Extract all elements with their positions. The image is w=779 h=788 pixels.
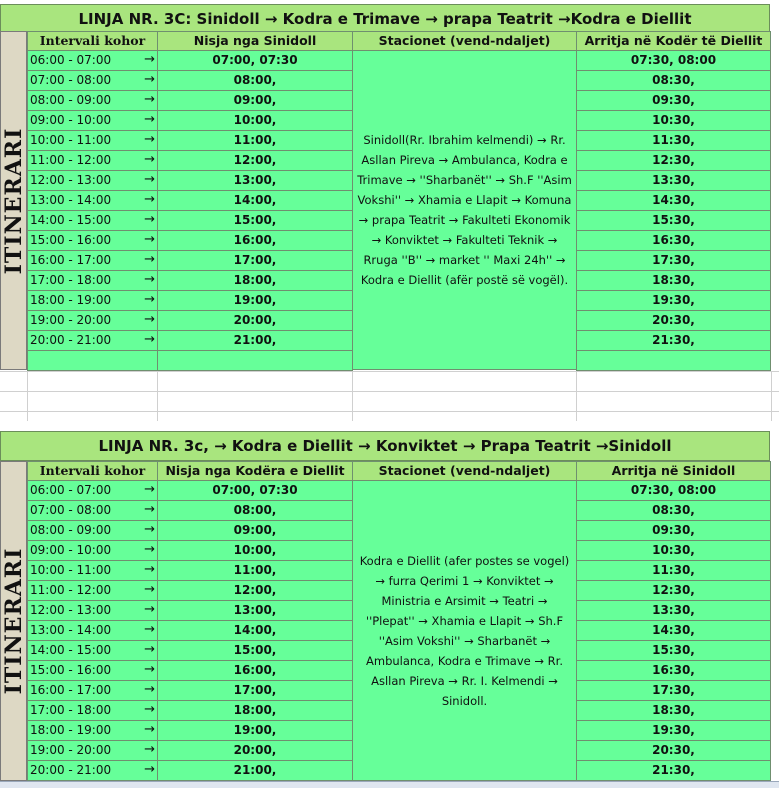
- right-arrow-icon: →: [144, 482, 155, 497]
- arrival-cell: 13:30,: [576, 170, 771, 191]
- arrival-cell: 11:30,: [576, 560, 771, 581]
- table2-title: LINJA NR. 3c, → Kodra e Diellit → Konviktet → Prapa Teatrit →Sinidoll: [0, 431, 770, 461]
- table1-side-label: [0, 31, 27, 370]
- right-arrow-icon: →: [144, 292, 155, 307]
- arrival-cell: 09:30,: [576, 90, 771, 111]
- departure-cell: 19:00,: [157, 290, 353, 311]
- interval-text: 06:00 - 07:00: [30, 53, 112, 67]
- interval-text: 17:00 - 18:00: [30, 273, 112, 287]
- right-arrow-icon: →: [144, 682, 155, 697]
- right-arrow-icon: →: [144, 332, 155, 347]
- arrival-cell: 08:30,: [576, 500, 771, 521]
- arrival-cell: 21:30,: [576, 330, 771, 351]
- interval-cell: [27, 640, 158, 661]
- interval-text: 14:00 - 15:00: [30, 213, 112, 227]
- interval-cell: [27, 740, 158, 761]
- interval-cell: [27, 720, 158, 741]
- departure-cell: 20:00,: [157, 310, 353, 331]
- departure-cell: 12:00,: [157, 150, 353, 171]
- right-arrow-icon: →: [144, 562, 155, 577]
- table1-side-label-text: ITINERARI: [0, 127, 27, 274]
- interval-text: 08:00 - 09:00: [30, 523, 112, 537]
- arrival-cell: 15:30,: [576, 640, 771, 661]
- table2-stations: Kodra e Diellit (afer postes se vogel) → furra Qerimi 1 → Konviktet → Ministria e Arsimit → Teatri → ''Plepat'' → Xhamia e Llapit → Sh.F ''Asim Vokshi'' → Sharbanët → Ambulanca, Kodra e Trimave → Rr. Asllan Pireva → Rr. I. Kelmendi → Sinidoll.: [352, 480, 577, 781]
- right-arrow-icon: →: [144, 72, 155, 87]
- arrival-cell: 18:30,: [576, 270, 771, 291]
- interval-cell: [27, 110, 158, 131]
- interval-cell: [27, 290, 158, 311]
- interval-cell: [27, 130, 158, 151]
- right-arrow-icon: →: [144, 602, 155, 617]
- right-arrow-icon: →: [144, 582, 155, 597]
- departure-cell: 08:00,: [157, 500, 353, 521]
- arrival-cell: 18:30,: [576, 700, 771, 721]
- interval-text: 12:00 - 13:00: [30, 603, 112, 617]
- interval-cell: [27, 150, 158, 171]
- departure-cell: 21:00,: [157, 760, 353, 781]
- right-arrow-icon: →: [144, 622, 155, 637]
- departure-cell: 19:00,: [157, 720, 353, 741]
- interval-cell: [27, 520, 158, 541]
- departure-cell: 17:00,: [157, 680, 353, 701]
- departure-cell: 14:00,: [157, 620, 353, 641]
- departure-cell: 16:00,: [157, 230, 353, 251]
- interval-text: 18:00 - 19:00: [30, 723, 112, 737]
- interval-cell: [27, 660, 158, 681]
- interval-cell: [27, 170, 158, 191]
- interval-text: 15:00 - 16:00: [30, 233, 112, 247]
- right-arrow-icon: →: [144, 642, 155, 657]
- right-arrow-icon: →: [144, 52, 155, 67]
- arrival-cell: 17:30,: [576, 250, 771, 271]
- interval-text: 17:00 - 18:00: [30, 703, 112, 717]
- arrival-cell: 12:30,: [576, 580, 771, 601]
- right-arrow-icon: →: [144, 92, 155, 107]
- right-arrow-icon: →: [144, 312, 155, 327]
- departure-cell: 17:00,: [157, 250, 353, 271]
- interval-text: 07:00 - 08:00: [30, 73, 112, 87]
- interval-cell: [27, 480, 158, 501]
- interval-cell: [27, 580, 158, 601]
- table1-title: LINJA NR. 3C: Sinidoll → Kodra e Trimave → prapa Teatrit →Kodra e Diellit: [0, 4, 770, 34]
- interval-text: 19:00 - 20:00: [30, 743, 112, 757]
- arrival-cell: 21:30,: [576, 760, 771, 781]
- table2-header-departure: Nisja nga Kodëra e Diellit: [157, 461, 353, 481]
- interval-cell: [27, 700, 158, 721]
- departure-cell: 11:00,: [157, 130, 353, 151]
- departure-cell: 18:00,: [157, 270, 353, 291]
- table2-side-label: [0, 461, 27, 781]
- interval-text: 20:00 - 21:00: [30, 333, 112, 347]
- interval-cell: [27, 90, 158, 111]
- interval-text: 20:00 - 21:00: [30, 763, 112, 777]
- departure-cell: 10:00,: [157, 110, 353, 131]
- departure-cell: [157, 350, 353, 371]
- interval-cell: [27, 190, 158, 211]
- interval-cell: [27, 70, 158, 91]
- right-arrow-icon: →: [144, 542, 155, 557]
- interval-text: 16:00 - 17:00: [30, 253, 112, 267]
- arrival-cell: 07:30, 08:00: [576, 480, 771, 501]
- arrival-cell: 16:30,: [576, 660, 771, 681]
- right-arrow-icon: →: [144, 502, 155, 517]
- interval-text: 12:00 - 13:00: [30, 173, 112, 187]
- departure-cell: 14:00,: [157, 190, 353, 211]
- arrival-cell: 20:30,: [576, 740, 771, 761]
- interval-text: 18:00 - 19:00: [30, 293, 112, 307]
- arrival-cell: 19:30,: [576, 720, 771, 741]
- departure-cell: 20:00,: [157, 740, 353, 761]
- departure-cell: 13:00,: [157, 170, 353, 191]
- interval-cell: [27, 250, 158, 271]
- interval-text: 13:00 - 14:00: [30, 623, 112, 637]
- interval-text: 16:00 - 17:00: [30, 683, 112, 697]
- interval-text: 11:00 - 12:00: [30, 153, 112, 167]
- departure-cell: 07:00, 07:30: [157, 480, 353, 501]
- interval-cell: [27, 270, 158, 291]
- table1-header-departure: Nisja nga Sinidoll: [157, 31, 353, 51]
- interval-cell: [27, 350, 158, 371]
- arrival-cell: 17:30,: [576, 680, 771, 701]
- arrival-cell: 19:30,: [576, 290, 771, 311]
- table2-header-interval: Intervali kohor: [27, 461, 158, 481]
- interval-cell: [27, 600, 158, 621]
- interval-cell: [27, 330, 158, 351]
- interval-text: 19:00 - 20:00: [30, 313, 112, 327]
- arrival-cell: 08:30,: [576, 70, 771, 91]
- right-arrow-icon: →: [144, 152, 155, 167]
- departure-cell: 13:00,: [157, 600, 353, 621]
- departure-cell: 16:00,: [157, 660, 353, 681]
- arrival-cell: 09:30,: [576, 520, 771, 541]
- right-arrow-icon: →: [144, 722, 155, 737]
- interval-text: 09:00 - 10:00: [30, 113, 112, 127]
- interval-cell: [27, 210, 158, 231]
- departure-cell: 07:00, 07:30: [157, 50, 353, 71]
- right-arrow-icon: →: [144, 252, 155, 267]
- table2-header-arrival: Arritja në Sinidoll: [576, 461, 771, 481]
- interval-cell: [27, 540, 158, 561]
- right-arrow-icon: →: [144, 112, 155, 127]
- interval-text: 11:00 - 12:00: [30, 583, 112, 597]
- departure-cell: 11:00,: [157, 560, 353, 581]
- departure-cell: 09:00,: [157, 90, 353, 111]
- interval-cell: [27, 500, 158, 521]
- arrival-cell: [576, 350, 771, 371]
- departure-cell: 15:00,: [157, 640, 353, 661]
- table2-header-stations: Stacionet (vend-ndaljet): [352, 461, 577, 481]
- arrival-cell: 07:30, 08:00: [576, 50, 771, 71]
- departure-cell: 21:00,: [157, 330, 353, 351]
- interval-text: 09:00 - 10:00: [30, 543, 112, 557]
- interval-cell: [27, 310, 158, 331]
- right-arrow-icon: →: [144, 662, 155, 677]
- departure-cell: 12:00,: [157, 580, 353, 601]
- departure-cell: 10:00,: [157, 540, 353, 561]
- right-arrow-icon: →: [144, 172, 155, 187]
- interval-text: 10:00 - 11:00: [30, 133, 112, 147]
- arrival-cell: 10:30,: [576, 540, 771, 561]
- interval-cell: [27, 50, 158, 71]
- arrival-cell: 13:30,: [576, 600, 771, 621]
- table1-header-arrival: Arritja në Kodër të Diellit: [576, 31, 771, 51]
- interval-text: 08:00 - 09:00: [30, 93, 112, 107]
- interval-text: 10:00 - 11:00: [30, 563, 112, 577]
- arrival-cell: 16:30,: [576, 230, 771, 251]
- interval-cell: [27, 680, 158, 701]
- right-arrow-icon: →: [144, 132, 155, 147]
- right-arrow-icon: →: [144, 702, 155, 717]
- arrival-cell: 10:30,: [576, 110, 771, 131]
- arrival-cell: 15:30,: [576, 210, 771, 231]
- departure-cell: 09:00,: [157, 520, 353, 541]
- right-arrow-icon: →: [144, 522, 155, 537]
- interval-text: 13:00 - 14:00: [30, 193, 112, 207]
- departure-cell: 18:00,: [157, 700, 353, 721]
- departure-cell: 08:00,: [157, 70, 353, 91]
- interval-text: 06:00 - 07:00: [30, 483, 112, 497]
- interval-text: 07:00 - 08:00: [30, 503, 112, 517]
- table1-header-interval: Intervali kohor: [27, 31, 158, 51]
- arrival-cell: 20:30,: [576, 310, 771, 331]
- right-arrow-icon: →: [144, 762, 155, 777]
- arrival-cell: 12:30,: [576, 150, 771, 171]
- arrival-cell: 14:30,: [576, 620, 771, 641]
- departure-cell: 15:00,: [157, 210, 353, 231]
- interval-cell: [27, 560, 158, 581]
- arrival-cell: 14:30,: [576, 190, 771, 211]
- right-arrow-icon: →: [144, 742, 155, 757]
- interval-cell: [27, 760, 158, 781]
- arrival-cell: 11:30,: [576, 130, 771, 151]
- interval-cell: [27, 620, 158, 641]
- right-arrow-icon: →: [144, 272, 155, 287]
- right-arrow-icon: →: [144, 192, 155, 207]
- interval-text: 15:00 - 16:00: [30, 663, 112, 677]
- right-arrow-icon: →: [144, 232, 155, 247]
- interval-text: 14:00 - 15:00: [30, 643, 112, 657]
- table2-side-label-text: ITINERARI: [0, 547, 27, 695]
- right-arrow-icon: →: [144, 212, 155, 227]
- table1-header-stations: Stacionet (vend-ndaljet): [352, 31, 577, 51]
- table1-stations: Sinidoll(Rr. Ibrahim kelmendi) → Rr. Asllan Pireva → Ambulanca, Kodra e Trimave → ''Sharbanët'' → Sh.F ''Asim Vokshi'' → Xhamia e Llapit → Komuna → prapa Teatrit → Fakulteti Ekonomik → Konviktet → Fakulteti Teknik → Rruga ''B'' → market '' Maxi 24h'' → Kodra e Diellit (afër postë së vogël).: [352, 50, 577, 370]
- interval-cell: [27, 230, 158, 251]
